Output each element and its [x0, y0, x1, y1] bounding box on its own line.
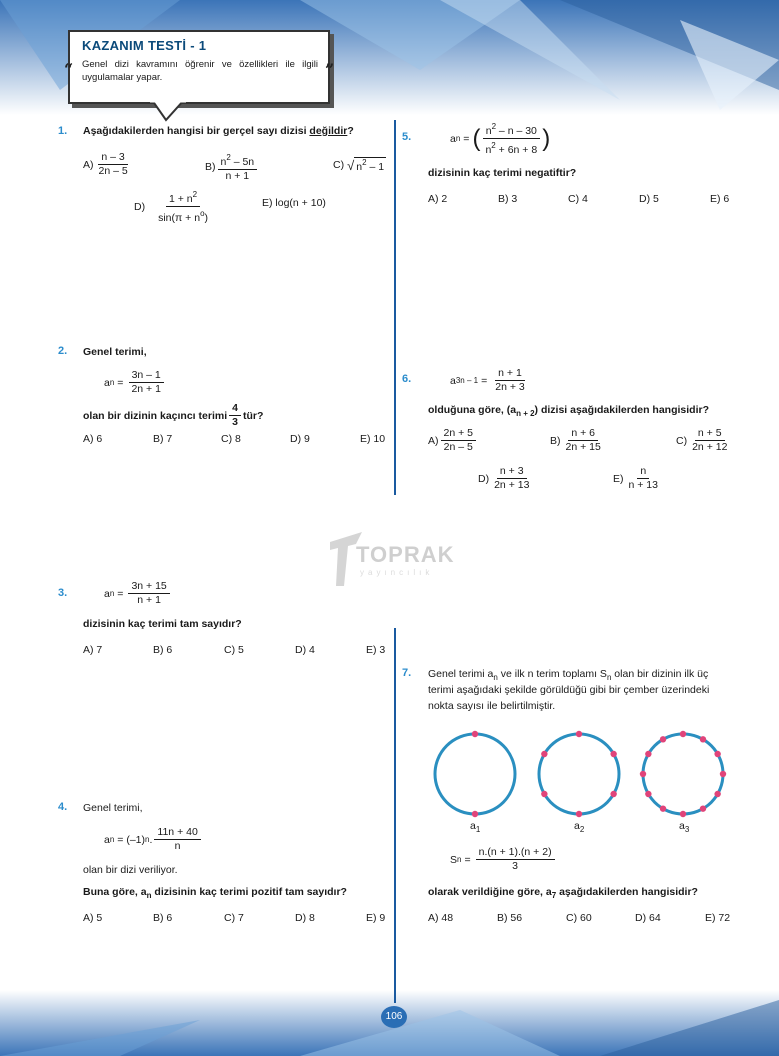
equals: = [117, 376, 124, 389]
circle-label-a1 [470, 820, 480, 834]
q6-a-fraction [441, 427, 477, 454]
q1-option-c[interactable] [333, 157, 386, 173]
q6-b-fraction [563, 427, 604, 454]
denominator: 2n – 5 [98, 165, 128, 177]
q7-text-line-3: nokta sayısı ile belirtilmiştir. [428, 700, 556, 712]
numerator: n.(n + 1).(n + 2) [476, 846, 555, 860]
q4-given: olan bir dizi veriliyor. [83, 864, 178, 876]
q2-fraction-inline [229, 402, 241, 429]
term-symbol: a [450, 374, 456, 387]
option-label: C) [676, 434, 688, 447]
q1-option-d[interactable] [134, 188, 213, 225]
numerator: n – 3 [98, 151, 127, 165]
label-text: a [679, 820, 685, 832]
circle-3-dot [640, 771, 646, 777]
num-part: n [485, 125, 492, 137]
denominator: 2n + 13 [494, 479, 530, 491]
q6-option-a[interactable] [428, 427, 478, 454]
exponent: 2 [192, 190, 198, 199]
denominator: n + 1 [137, 594, 161, 606]
sum-symbol: S [450, 853, 458, 866]
num-part: – 5n [230, 156, 255, 168]
q1-stem-emphasis: değildir [309, 125, 348, 137]
q3-question: dizisinin kaç terimi tam sayıdır? [83, 618, 242, 630]
q5-option-d[interactable]: D) 5 [639, 193, 659, 205]
subscript: n [109, 378, 115, 387]
exponent: n [145, 835, 150, 844]
question-text: Buna göre, a [83, 886, 147, 898]
circle-label-a2 [574, 820, 584, 834]
q4-question [83, 886, 347, 900]
q2-fraction [128, 369, 164, 396]
question-1-number: 1. [58, 125, 68, 137]
publisher-watermark [326, 528, 466, 590]
subscript: n [457, 855, 462, 864]
circle-1-dot [472, 731, 478, 737]
q7-option-e[interactable]: E) 72 [705, 912, 731, 924]
den-part: sin(π + n [158, 212, 201, 224]
term-symbol: a [104, 833, 110, 846]
denominator: n + 1 [225, 170, 250, 182]
objective-box [68, 30, 330, 104]
numerator: 4 [229, 402, 241, 416]
question-1-stem [83, 125, 354, 137]
q6-formula [450, 367, 530, 394]
q6-option-e[interactable] [613, 465, 663, 492]
den-part: + 6n + 8 [495, 144, 538, 156]
equals: = [481, 374, 488, 387]
subscript: n [109, 589, 115, 598]
subscript: n [493, 673, 498, 682]
q2-option-e[interactable]: E) 10 [360, 433, 386, 445]
equals: = [117, 587, 124, 600]
option-label: D) [134, 200, 146, 213]
q5-option-b[interactable]: B) 3 [498, 193, 518, 205]
den-part: n [485, 144, 492, 156]
option-label: B) [550, 434, 561, 447]
q7-circle-figure [430, 722, 740, 832]
question-text: tür? [242, 409, 264, 422]
q3-option-a[interactable]: A) 7 [83, 644, 103, 656]
q5-question: dizisinin kaç terimi negatiftir? [428, 167, 577, 179]
circle-2-dot [541, 791, 547, 797]
circle-3-dot [720, 771, 726, 777]
rad-part: – 1 [366, 161, 385, 173]
q3-fraction [128, 580, 169, 607]
circle-2-dot [610, 751, 616, 757]
q2-option-b[interactable]: B) 7 [153, 433, 173, 445]
speech-pointer-icon [150, 100, 186, 122]
test-title: KAZANIM TESTİ - 1 [82, 38, 207, 53]
q1-a-fraction [96, 151, 131, 178]
q5-fraction [482, 120, 540, 157]
q2-option-c[interactable]: C) 8 [221, 433, 241, 445]
denominator: n + 13 [628, 479, 658, 491]
numerator: n + 3 [497, 465, 527, 479]
q1-option-a[interactable] [83, 151, 133, 178]
q5-option-c[interactable]: C) 4 [568, 193, 588, 205]
q7-text-line-1 [428, 668, 708, 682]
numerator: 3n – 1 [129, 369, 164, 383]
exponent: 2 [226, 153, 231, 162]
circle-3-dot [700, 805, 706, 811]
term-symbol: a [104, 376, 110, 389]
numerator [166, 188, 200, 207]
column-divider [394, 628, 396, 1003]
equals: = [464, 853, 471, 866]
denominator: 2n + 15 [565, 441, 601, 453]
subscript: n + 2 [516, 409, 535, 418]
watermark-brand: TOPRAK [356, 542, 455, 567]
circle-2-dot [610, 791, 616, 797]
q7-formula [450, 846, 557, 873]
numerator: n + 1 [495, 367, 525, 381]
q3-option-e[interactable]: E) 3 [366, 644, 386, 656]
denominator: 2n + 1 [131, 383, 161, 395]
q1-option-b[interactable] [205, 151, 259, 183]
circle-3-dot [714, 791, 720, 797]
num-part: 1 + n [169, 193, 193, 205]
circle-3-dot [660, 805, 666, 811]
q3-option-d[interactable]: D) 4 [295, 644, 315, 656]
numerator [218, 151, 258, 170]
q3-option-b[interactable]: B) 6 [153, 644, 173, 656]
circle-label-a3 [679, 820, 689, 834]
q5-formula [450, 120, 550, 157]
objective-text: Genel dizi kavramını öğrenir ve özellikleri ile ilgili uygulamalar yapar. [82, 59, 318, 83]
sign-factor: = (–1) [117, 833, 146, 846]
q1-b-fraction [218, 151, 258, 183]
circle-3-dot [660, 736, 666, 742]
question-text: dizisinin kaç terimi pozitif tam sayıdır? [151, 886, 347, 898]
q3-formula [104, 580, 172, 607]
subscript: 3n – 1 [455, 376, 479, 385]
q7-option-d[interactable]: D) 64 [635, 912, 661, 924]
column-divider [394, 120, 396, 495]
multiply: . [149, 833, 153, 846]
q2-intro: Genel terimi, [83, 346, 147, 358]
q6-d-fraction [491, 465, 532, 492]
numerator: n + 6 [568, 427, 598, 441]
close-paren: ) [542, 124, 551, 152]
question-3-number: 3. [58, 587, 68, 599]
question-5-number: 5. [402, 131, 412, 143]
question-text: ) dizisi aşağıdakilerden hangisidir? [534, 404, 710, 416]
circle-3 [643, 734, 723, 814]
q2-option-a[interactable]: A) 6 [83, 433, 103, 445]
q7-option-c[interactable]: C) 60 [566, 912, 592, 924]
denominator: 2n + 3 [495, 381, 525, 393]
option-label: B) [205, 161, 216, 173]
subscript: 1 [475, 825, 481, 834]
subscript: 3 [684, 825, 690, 834]
subscript: 7 [551, 891, 557, 900]
sqrt-icon: √ [347, 157, 355, 173]
q2-option-d[interactable]: D) 9 [290, 433, 310, 445]
question-text: aşağıdakilerden hangisidir? [556, 886, 698, 898]
question-7-number: 7. [402, 667, 412, 679]
circle-1-dot [472, 811, 478, 817]
subscript: 2 [579, 825, 585, 834]
den-part: ) [204, 212, 209, 224]
circle-3-dot [680, 731, 686, 737]
q7-text-line-2: terimi aşağıdaki şekilde görüldüğü gibi bir çember üzerindeki [428, 684, 710, 696]
denominator: n [174, 840, 181, 852]
q4-intro: Genel terimi, [83, 802, 143, 814]
q6-c-fraction [689, 427, 730, 454]
question-6-number: 6. [402, 373, 412, 385]
option-label: A) [428, 434, 439, 447]
numerator: n + 5 [695, 427, 725, 441]
q7-fraction [476, 846, 555, 873]
numerator [483, 120, 540, 139]
q6-option-c[interactable] [676, 427, 732, 454]
q1-stem-part: Aşağıdakilerden hangisi bir gerçel sayı dizisi [83, 125, 310, 137]
numerator: 11n + 40 [154, 826, 200, 840]
q2-formula [104, 369, 166, 396]
radicand [354, 157, 386, 173]
page-number: 106 [381, 1006, 407, 1028]
option-label: C) [333, 159, 345, 171]
numerator: 2n + 5 [441, 427, 477, 441]
text-part: ve ilk n terim toplamı S [497, 668, 607, 680]
question-4-number: 4. [58, 801, 68, 813]
subscript: n [146, 891, 152, 900]
q7-option-b[interactable]: B) 56 [497, 912, 523, 924]
circle-3-dot [700, 736, 706, 742]
equals: = [463, 132, 470, 145]
q4-option-a[interactable]: A) 5 [83, 912, 103, 924]
circle-2-dot [541, 751, 547, 757]
q4-fraction [154, 826, 200, 853]
q6-fraction [492, 367, 528, 394]
q6-question [428, 404, 709, 418]
circle-3-dot [645, 791, 651, 797]
exponent: o [200, 209, 205, 218]
circle-1 [435, 734, 515, 814]
label-text: a [470, 820, 476, 832]
option-label: A) [83, 158, 94, 171]
circle-3-dot [645, 751, 651, 757]
close-quote-icon: ” [325, 60, 335, 79]
exponent: 2 [362, 158, 367, 167]
q6-e-fraction [626, 465, 662, 492]
q3-option-c[interactable]: C) 5 [224, 644, 244, 656]
circle-2 [539, 734, 619, 814]
question-text: olan bir dizinin kaçıncı terimi [83, 409, 228, 422]
num-part: – n – 30 [496, 125, 537, 137]
subscript: n [109, 835, 115, 844]
term-symbol: a [450, 132, 456, 145]
q5-option-a[interactable]: A) 2 [428, 193, 448, 205]
option-label: E) [613, 472, 624, 485]
question-text: olarak verildiğine göre, a [428, 886, 552, 898]
q1-stem-end: ? [347, 125, 354, 137]
option-value: log(n + 10) [275, 197, 326, 209]
q4-option-c[interactable]: C) 7 [224, 912, 244, 924]
q6-option-b[interactable] [550, 427, 606, 454]
numerator: 3n + 15 [128, 580, 169, 594]
subscript: n [606, 673, 612, 682]
denominator: 3 [232, 416, 238, 428]
option-label: E) [262, 197, 273, 209]
denominator [482, 139, 540, 157]
num-part: n [220, 156, 227, 168]
denominator: 2n + 12 [692, 441, 728, 453]
q5-option-e[interactable]: E) 6 [710, 193, 730, 205]
exponent: 2 [491, 122, 497, 131]
circle-3-dot [680, 811, 686, 817]
circle-2-dot [576, 731, 582, 737]
denominator: 2n – 5 [443, 441, 473, 453]
numerator: n [637, 465, 649, 479]
text-part: olan bir dizinin ilk üç [611, 668, 709, 680]
label-text: a [574, 820, 580, 832]
question-text: olduğuna göre, (a [428, 404, 517, 416]
q6-option-d[interactable] [478, 465, 534, 492]
open-paren: ( [472, 124, 481, 152]
q4-option-d[interactable]: D) 8 [295, 912, 315, 924]
q1-option-e[interactable] [262, 197, 326, 209]
term-symbol: a [104, 587, 110, 600]
text-part: Genel terimi a [428, 668, 494, 680]
q4-option-b[interactable]: B) 6 [153, 912, 173, 924]
circle-2-dot [576, 811, 582, 817]
denominator [155, 207, 211, 225]
q4-formula [104, 826, 203, 853]
option-label: D) [478, 472, 490, 485]
q1-d-fraction [155, 188, 211, 225]
exponent: 2 [491, 141, 496, 150]
denominator: 3 [512, 860, 518, 872]
rad-part: n [356, 161, 363, 173]
q4-option-e[interactable]: E) 9 [366, 912, 386, 924]
watermark-subtitle: yayıncılık [360, 568, 434, 577]
q2-question [83, 402, 263, 429]
q7-question [428, 886, 698, 900]
open-quote-icon: “ [64, 60, 74, 79]
q7-option-a[interactable]: A) 48 [428, 912, 454, 924]
circle-3-dot [714, 751, 720, 757]
subscript: n [455, 134, 461, 143]
question-2-number: 2. [58, 345, 68, 357]
